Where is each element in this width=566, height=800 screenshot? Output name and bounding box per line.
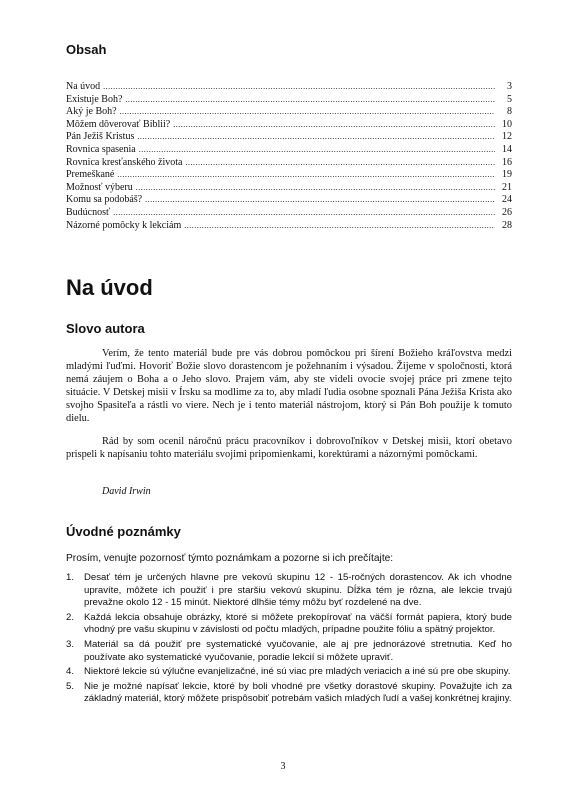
list-item-number: 3. [66,638,75,650]
list-item-text: Materiál sa dá použiť pre systematické vyučovanie, ale aj pre jednorázové stretnutia. Keď ho používate ako systematické vyučovanie, poradie lekcií si môžete upraviť. [84,638,512,663]
author-paragraph: Rád by som ocenil náročnú prácu pracovníkov i dobrovoľníkov v Detskej misii, ktorí obetavo prispeli k napísaniu tohto materiálu svojimi pripomienkami, korektúrami a názornými pomôckami. [66,436,512,460]
toc-entry[interactable] [66,182,512,195]
toc-entry-page: 10 [502,118,512,130]
toc-entry[interactable] [66,220,512,233]
toc-entry-page: 3 [507,81,512,92]
toc-entry-title: Môžem dôverovať Biblii? [66,118,171,130]
list-item-number: 4. [66,666,75,678]
toc-entry-title: Názorné pomôcky k lekciám [66,219,182,231]
section-heading-author: Slovo autora [66,321,145,336]
toc-entry-title: Pán Ježiš Kristus [66,131,135,143]
toc-entry[interactable] [66,131,512,144]
toc-entry[interactable] [66,94,512,107]
toc-entry-page: 19 [502,169,512,181]
toc-entry-page: 16 [502,156,512,168]
toc-entry[interactable] [66,157,512,170]
toc-entry-title: Premeškané [66,169,115,181]
list-item [66,572,512,610]
page-number: 3 [280,761,286,772]
toc-entry[interactable] [66,194,512,207]
toc-entry-page: 5 [507,93,512,105]
list-item [66,681,512,706]
list-item [66,612,512,637]
notes-intro: Prosím, venujte pozornosť týmto poznámkam a pozorne si ich prečítajte: [66,553,394,564]
list-item [66,639,512,664]
toc-entry[interactable] [66,81,512,94]
list-item-number: 1. [66,572,75,583]
toc-entry-page: 21 [502,181,512,193]
toc-entry-page: 14 [502,143,512,155]
list-item-number: 2. [66,611,75,623]
toc-entry[interactable] [66,119,512,132]
toc-entry-title: Existuje Boh? [66,93,123,105]
toc-entry-page: 12 [502,131,512,143]
notes-list [66,572,512,708]
toc-entry-title: Rovnica kresťanského života [66,156,183,168]
list-item-text: Niektoré lekcie sú výlučne evanjelizačné, iné sú viac pre mladých veriacich a iné sú pre obe skupiny. [84,666,511,678]
toc-entry-page: 28 [502,219,512,231]
list-item-text: Každá lekcia obsahuje obrázky, ktoré si môžete prekopírovať na väčší formát papiera, ktorý bude vhodný pre vašu skupinu v závislosti od počtu mladých, prípadne použite fóliu a spätný projektor. [84,611,512,636]
author-paragraph: Verím, že tento materiál bude pre vás dobrou pomôckou pri šírení Božieho kráľovstva medzi mladými ľuďmi. Hovoriť Božie slovo dorastencom je požehnaním i výsadou. Žijeme v spoločnosti, ktorá nemá záujem o Boha a o Jeho slovo. Prajem vám, aby ste videli ovocie svojej práce pri zmene tejto situácie. V Detskej misii v Írsku sa modlime za to, aby mladí ľudia osobne spoznali Pána Ježiša Krista ako svojho Spasiteľa a rástli vo viere. Nech je i tento materiál nástrojom, ktorý si Pán Boh použije k tomuto dielu. [66,348,512,424]
list-item [66,666,512,679]
table-of-contents [66,81,512,232]
toc-entry-title: Komu sa podobáš? [66,194,143,206]
toc-entry-title: Možnosť výberu [66,181,133,193]
list-item-number: 5. [66,680,75,692]
toc-entry-title: Aký je Boh? [66,106,117,118]
toc-title: Obsah [66,42,107,57]
author-signature: David Irwin [102,486,151,497]
toc-entry[interactable] [66,169,512,182]
toc-entry-title: Na úvod [66,81,101,92]
list-item-text: Desať tém je určených hlavne pre vekovú skupinu 12 - 15-ročných dorastencov. Ak ich vhodne upravíte, môžete ich použiť i pre staršiu vekovú skupinu. Dĺžka tém je rôzna, ale lekcie trvajú prevažne okolo 12 - 15 minút. Niektoré dlhšie témy môžu byť rozdelené na dve. [84,572,512,609]
toc-entry[interactable] [66,106,512,119]
toc-entry-page: 8 [507,106,512,118]
section-heading-notes: Úvodné poznámky [66,524,181,539]
toc-entry-title: Budúcnosť [66,206,111,218]
chapter-title: Na úvod [66,275,153,300]
toc-entry-page: 26 [502,206,512,218]
toc-entry[interactable] [66,144,512,157]
toc-entry[interactable] [66,207,512,220]
list-item-text: Nie je možné napísať lekcie, ktoré by boli vhodné pre všetky dorastové skupiny. Považujte ich za základný materiál, ktorý môžete prispôsobiť potrebám vašich mladých ľudí a vašej konkrétnej krajiny. [84,680,512,705]
toc-entry-title: Rovnica spasenia [66,143,136,155]
toc-entry-page: 24 [502,194,512,206]
